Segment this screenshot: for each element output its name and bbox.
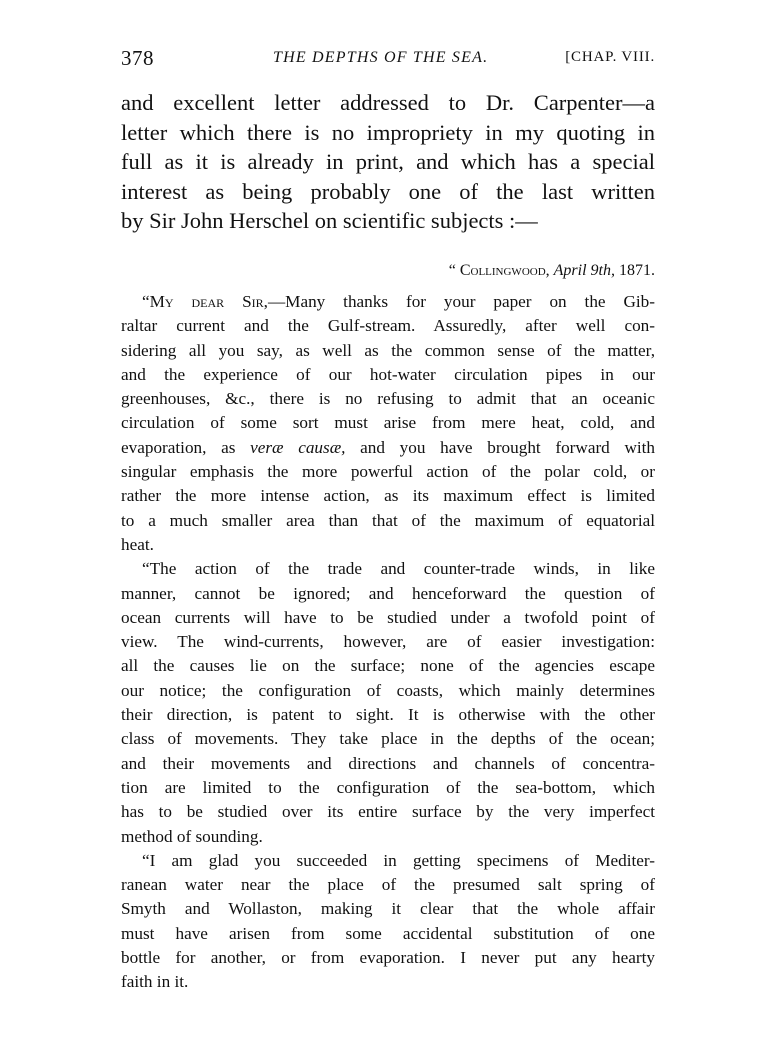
- text-line: interest as being probably one of the last written: [121, 178, 655, 204]
- text-line: and the experience of our hot-water circulation pipes in our: [121, 364, 655, 384]
- text-line: to a much smaller area than that of the maximum of equatorial: [121, 510, 655, 530]
- text-line: faith in it.: [121, 972, 189, 992]
- dateline-year: 1871.: [619, 262, 655, 279]
- line-text: and you have brought forward with: [345, 437, 655, 457]
- text-line: rather the more intense action, as its maximum effect is limited: [121, 486, 655, 506]
- letter-paragraph-2: [121, 557, 655, 849]
- text-line: has to be studied over its entire surface by the very imperfect: [121, 802, 655, 822]
- text-line: our notice; the configuration of coasts, which mainly determines: [121, 680, 655, 700]
- line-text: evaporation, as: [121, 437, 251, 457]
- dateline-place: Collingwood,: [459, 262, 550, 279]
- text-line: their direction, is patent to sight. It is otherwise with the other: [121, 705, 655, 725]
- text-line: tion are limited to the configuration of the sea-bottom, which: [121, 777, 655, 797]
- letter-body: [121, 290, 655, 995]
- page-number: 378: [121, 46, 154, 70]
- latin-phrase: veræ causæ,: [250, 437, 346, 457]
- text-line: bottle for another, or from evaporation. I never put any hearty: [121, 948, 655, 968]
- text-line: “I am glad you succeeded in getting specimens of Mediter-: [142, 850, 655, 870]
- text-line: letter which there is no impropriety in my quoting in: [121, 119, 655, 145]
- text-line: [121, 436, 655, 460]
- text-line: and excellent letter addressed to Dr. Carpenter—a: [121, 90, 655, 115]
- letter-dateline: [449, 262, 655, 280]
- running-title: THE DEPTHS OF THE SEA.: [273, 49, 489, 66]
- running-head: [121, 46, 655, 72]
- text-line: method of sounding.: [121, 826, 263, 846]
- open-quote: “: [142, 292, 150, 311]
- text-line: heat.: [121, 534, 154, 554]
- text-line: manner, cannot be ignored; and henceforward the question of: [121, 583, 655, 603]
- salutation: My dear Sir,: [149, 292, 268, 311]
- text-line: Smyth and Wollaston, making it clear that the whole affair: [121, 899, 655, 919]
- text-line: by Sir John Herschel on scientific subjects :—: [121, 208, 538, 233]
- letter-paragraph-3: [121, 849, 655, 995]
- dateline-date: April 9th,: [553, 262, 615, 279]
- text-line: view. The wind-currents, however, are of easier investigation:: [121, 632, 655, 652]
- text-line: singular emphasis the more powerful action of the polar cold, or: [121, 462, 655, 482]
- text-line: sidering all you say, as well as the common sense of the matter,: [121, 340, 655, 360]
- text-line: class of movements. They take place in the depths of the ocean;: [121, 729, 655, 749]
- line-text: —Many thanks for your paper on the Gib-: [267, 292, 655, 311]
- text-line: ocean currents will have to be studied under a twofold point of: [121, 607, 655, 627]
- letter-paragraph-1: [121, 290, 655, 557]
- lead-paragraph: [121, 88, 655, 236]
- text-line: ranean water near the place of the presumed salt spring of: [121, 875, 655, 895]
- text-line: full as it is already in print, and which has a special: [121, 149, 655, 174]
- text-line: [121, 290, 655, 314]
- text-line: “The action of the trade and counter-trade winds, in like: [142, 559, 655, 579]
- text-line: must have arisen from some accidental substitution of one: [121, 923, 655, 943]
- text-line: and their movements and directions and channels of concentra-: [121, 753, 655, 773]
- chapter-reference: [CHAP. VIII.: [565, 49, 655, 65]
- text-line: circulation of some sort must arise from mere heat, cold, and: [121, 413, 655, 433]
- text-line: all the causes lie on the surface; none of the agencies escape: [121, 656, 655, 676]
- text-line: greenhouses, &c., there is no refusing to admit that an oceanic: [121, 389, 655, 409]
- text-line: raltar current and the Gulf-stream. Assuredly, after well con-: [121, 316, 655, 336]
- dateline-quote: “: [448, 262, 456, 279]
